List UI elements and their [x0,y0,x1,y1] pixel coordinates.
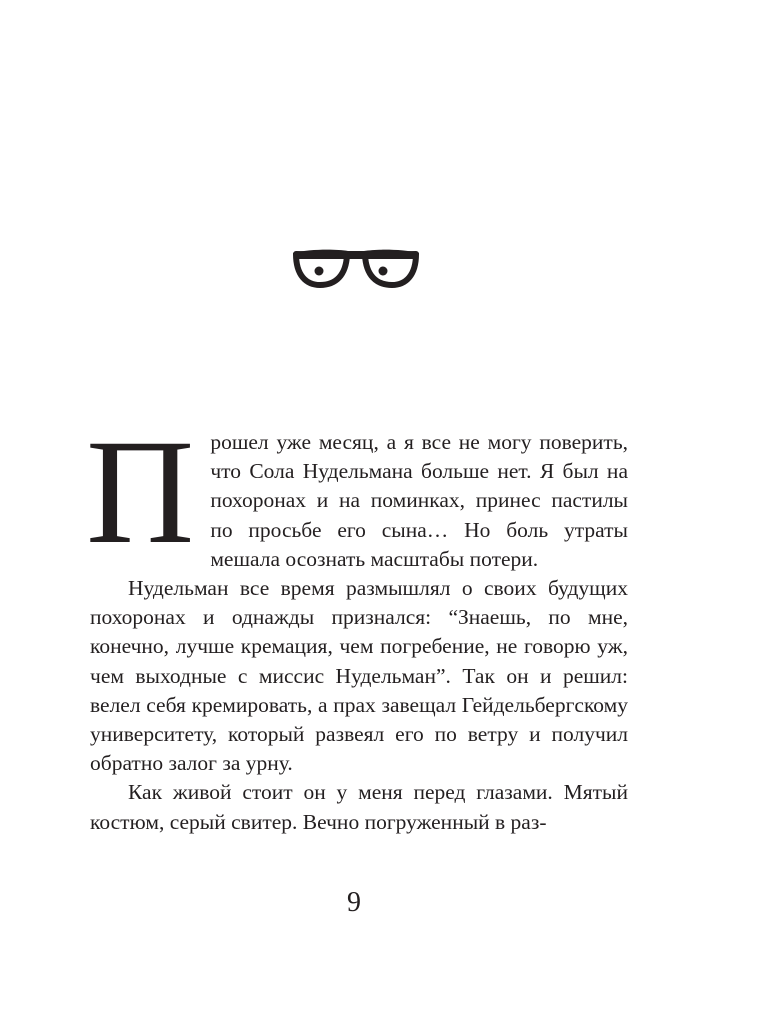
paragraph-1-text: рошел уже месяц, а я все не могу поверить, что Сола Нудельмана больше нет. Я был на похоронах и на поминках, принес пастилы по просьбе его сына… Но боль утраты мешала осознать масштабы потери. [210,430,628,571]
paragraph-3: Как живой стоит он у меня перед глазами. Мятый костюм, серый свитер. Вечно погруженный в раз- [90,780,628,834]
glasses-icon [290,245,422,289]
paragraph-1 [86,409,628,575]
page-number: 9 [347,887,361,918]
paragraph-2: Нудельман все время размышлял о своих будущих похоронах и однажды признался: “Знаешь, по мне, конечно, лучше кремация, чем погребение, не говорю уж, чем выходные с миссис Нудельман”. Так он и решил: велел себя кремировать, а прах завещал Гейдельбергскому университету, который развеял его по ветру и получил обратно залог за урну. [90,576,628,776]
drop-cap: П [86,409,195,575]
chapter-text [86,409,628,837]
